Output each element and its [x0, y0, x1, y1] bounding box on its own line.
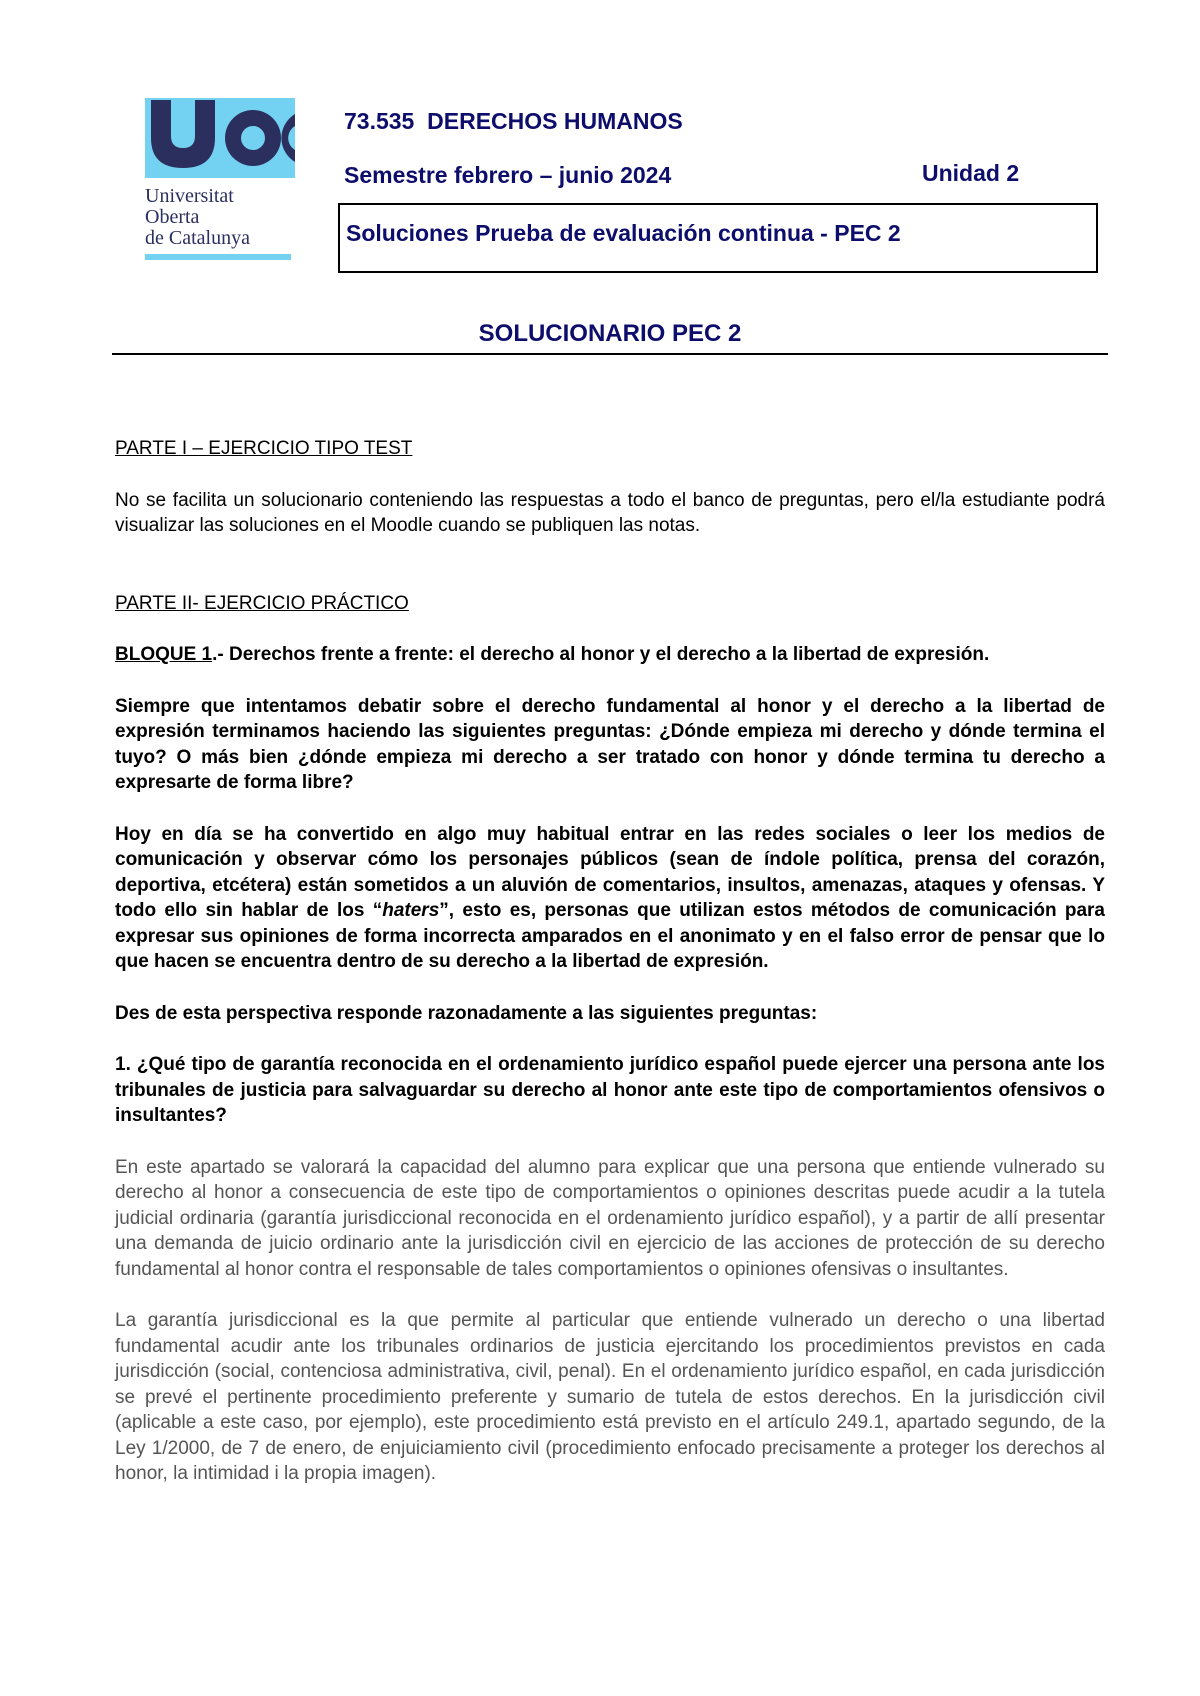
logo-line: Universitat: [145, 185, 234, 207]
page-title: SOLUCIONARIO PEC 2: [478, 320, 742, 347]
intro2-b: ”, esto es, personas que utilizan estos métodos de comunicación para expresar sus opiniones de forma incorrecta amparados en el anonimato y en el falso error de pensar que lo que hacen se encuentra dentro de su derecho a la libertad de expresión.: [115, 900, 1106, 972]
unit-label: Unidad 2: [922, 160, 1020, 186]
answer-paragraph-2: La garantía jurisdiccional es la que permite al particular que entiende vulnerado un derecho o una libertad fundamental acudir ante los tribunales ordinarios de justicia ejercitando los procedimientos previstos en cada jurisdicción (social, contenciosa administrativa, civil, penal). En el ordenamiento jurídico español, en cada jurisdicción se prevé el pertinente procedimiento preferente y sumario de tutela de estos derechos. En la jurisdicción civil (aplicable a este caso, por ejemplo), este procedimiento está previsto en el artículo 249.1, apartado segundo, de la Ley 1/2000, de 7 de enero, de enjuiciamiento civil (procedimiento enfocado precisamente a proteger los derechos al honor, la intimidad i la propia imagen).: [115, 1310, 1105, 1484]
prompt-text: Des de esta perspectiva responde razonadamente a las siguientes preguntas:: [115, 1002, 818, 1024]
part1-heading: PARTE I – EJERCICIO TIPO TEST: [115, 438, 413, 459]
bloque-title: .- Derechos frente a frente: el derecho al honor y el derecho a la libertad de expresión.: [212, 644, 990, 665]
intro2-a: Hoy en día se ha convertido en algo muy habitual entrar en las redes sociales o leer los medios de comunicación y observar cómo los personajes públicos (sean de índole política, prensa del corazón, deportiva, etcétera) están sometidos a un aluvión de comentarios, insultos, amenazas, ataques y ofensas. Y todo ello sin hablar de los “: [115, 823, 1105, 921]
logo-underline: [145, 254, 291, 260]
title-rule: [112, 353, 1108, 355]
intro-paragraph-1: Siempre que intentamos debatir sobre el derecho fundamental al honor y el derecho a la libertad de expresión terminamos haciendo las siguientes preguntas: ¿Dónde empieza mi derecho y dónde termina el tuyo? O más bien ¿dónde empieza mi derecho a ser tratado con honor y dónde termina tu derecho a expresarte de forma libre?: [115, 695, 1105, 793]
part2-heading: PARTE II- EJERCICIO PRÁCTICO: [115, 592, 409, 614]
uoc-logo-wordmark: [145, 186, 250, 249]
document-body: [115, 436, 1105, 1487]
semester-label: Semestre febrero – junio 2024: [344, 162, 672, 188]
box-title: Soluciones Prueba de evaluación continua - PEC 2: [346, 220, 901, 246]
intro2-emphasis: haters: [382, 900, 440, 921]
logo-line: Oberta: [145, 206, 200, 228]
bloque-label: BLOQUE 1: [115, 644, 213, 665]
uoc-logo-mark: [145, 98, 295, 178]
answer-paragraph-1: En este apartado se valorará la capacidad del alumno para explicar que una persona que entiende vulnerado su derecho al honor a consecuencia de este tipo de comportamientos o opiniones descritas puede acudir a la tutela judicial ordinaria (garantía jurisdiccional reconocida en el ordenamiento jurídico español), y a partir de allí presentar una demanda de juicio ordinario ante la jurisdicción civil en ejercicio de las acciones de protección de su derecho fundamental al honor contra el responsable de tales comportamientos o opiniones ofensivas o insultantes.: [115, 1156, 1105, 1280]
question-1: 1. ¿Qué tipo de garantía reconocida en el ordenamiento jurídico español puede ejercer una persona ante los tribunales de justicia para salvaguardar su derecho al honor ante este tipo de comportamientos ofensivos o insultantes?: [115, 1054, 1105, 1126]
logo-line: de Catalunya: [145, 227, 250, 249]
part1-text: No se facilita un solucionario conteniendo las respuestas a todo el banco de preguntas, pero el/la estudiante podrá visualizar las soluciones en el Moodle cuando se publiquen las notas.: [115, 489, 1105, 536]
uoc-logo: [145, 98, 295, 264]
bloque-heading: [115, 642, 1105, 668]
intro-paragraph-2: [115, 822, 1105, 975]
title-box: [338, 203, 1098, 273]
course-title: 73.535 DERECHOS HUMANOS: [344, 108, 683, 134]
